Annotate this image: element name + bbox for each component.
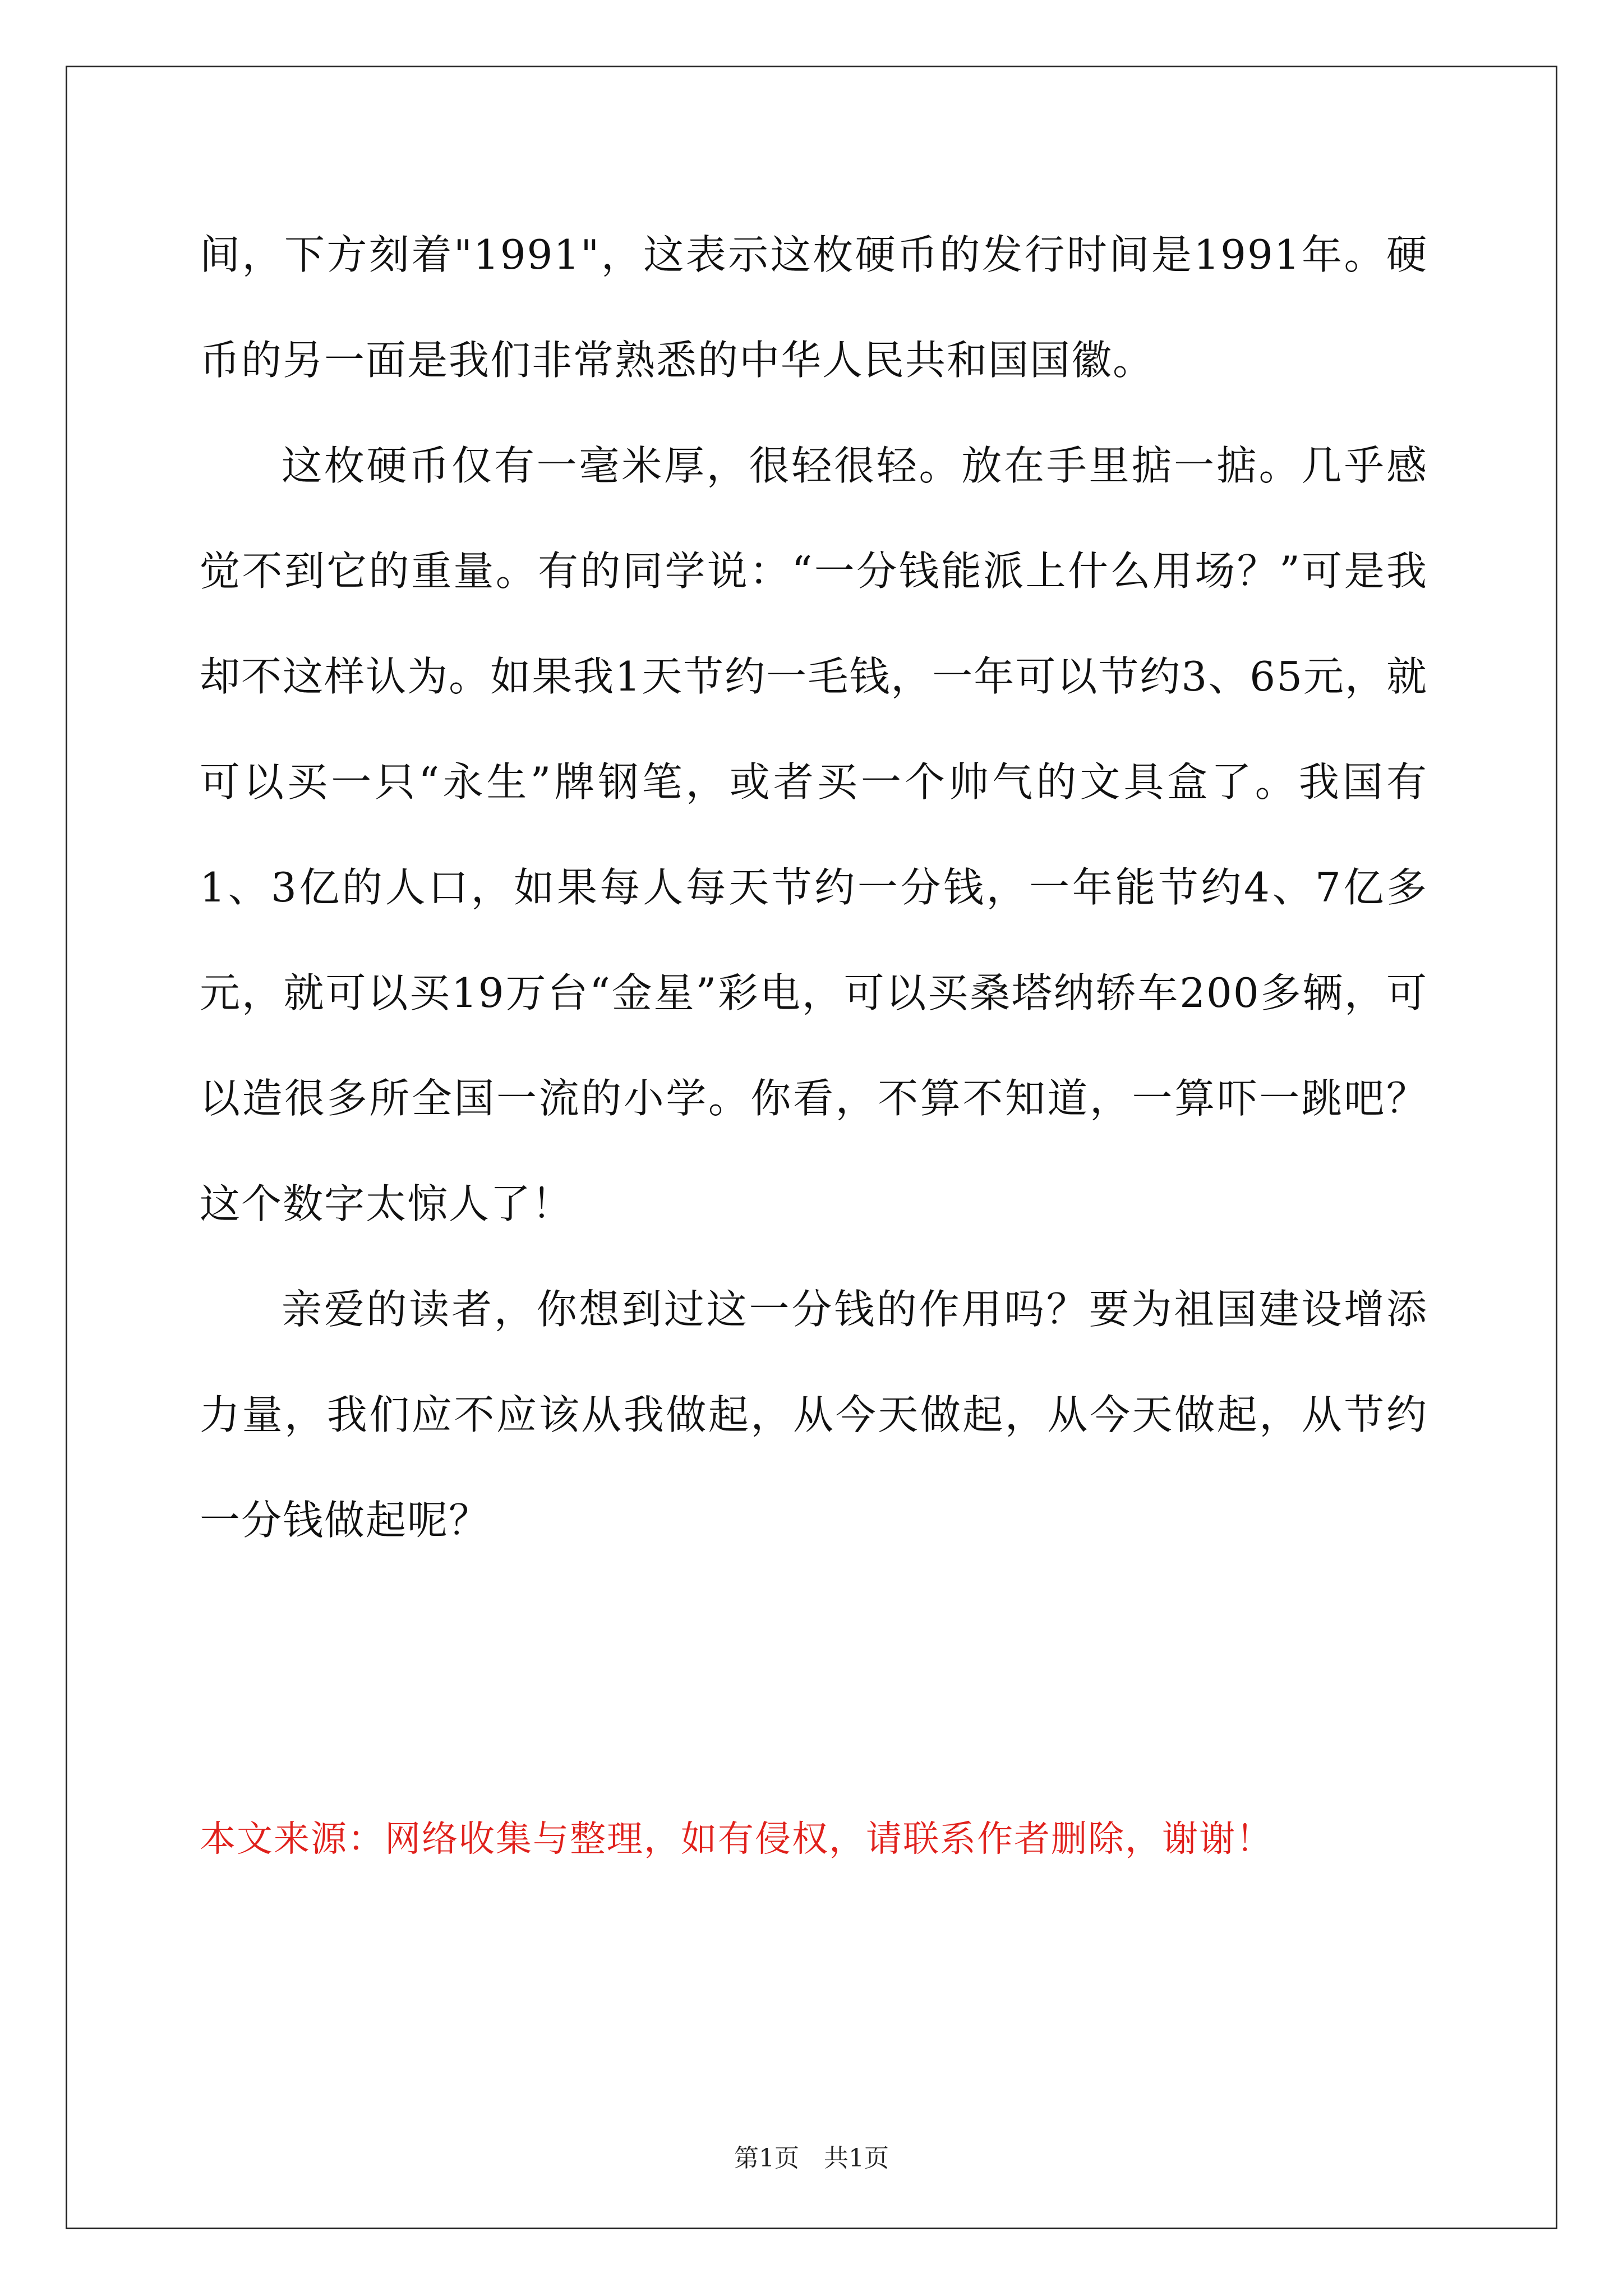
paragraph-1: 间，下方刻着"1991"，这表示这枚硬币的发行时间是1991年。硬币的另一面是我们非常熟悉的中华人民共和国国徽。 xyxy=(200,231,1428,384)
paragraph-2: 这枚硬币仅有一毫米厚，很轻很轻。放在手里掂一掂。几乎感觉不到它的重量。有的同学说：“一分钱能派上什么用场？”可是我却不这样认为。如果我1天节约一毛钱，一年可以节约3、65元，就可以买一只“永生”牌钢笔，或者买一个帅气的文具盒了。我国有1、3亿的人口，如果每人每天节约一分钱，一年能节约4、7亿多元，就可以买19万台“金星”彩电，可以买桑塔纳轿车200多辆，可以造很多所全国一流的小学。你看，不算不知道，一算吓一跳吧？这个数字太惊人了！ xyxy=(200,442,1428,1227)
document-body xyxy=(200,202,1428,1573)
page-footer: 第1页 共1页 xyxy=(734,2144,889,2173)
paragraph-3: 亲爱的读者，你想到过这一分钱的作用吗？要为祖国建设增添力量，我们应不应该从我做起，从今天做起，从今天做起，从节约一分钱做起呢？ xyxy=(200,1286,1428,1544)
source-note: 本文来源：网络收集与整理，如有侵权，请联系作者删除，谢谢！ xyxy=(200,1819,1273,1860)
